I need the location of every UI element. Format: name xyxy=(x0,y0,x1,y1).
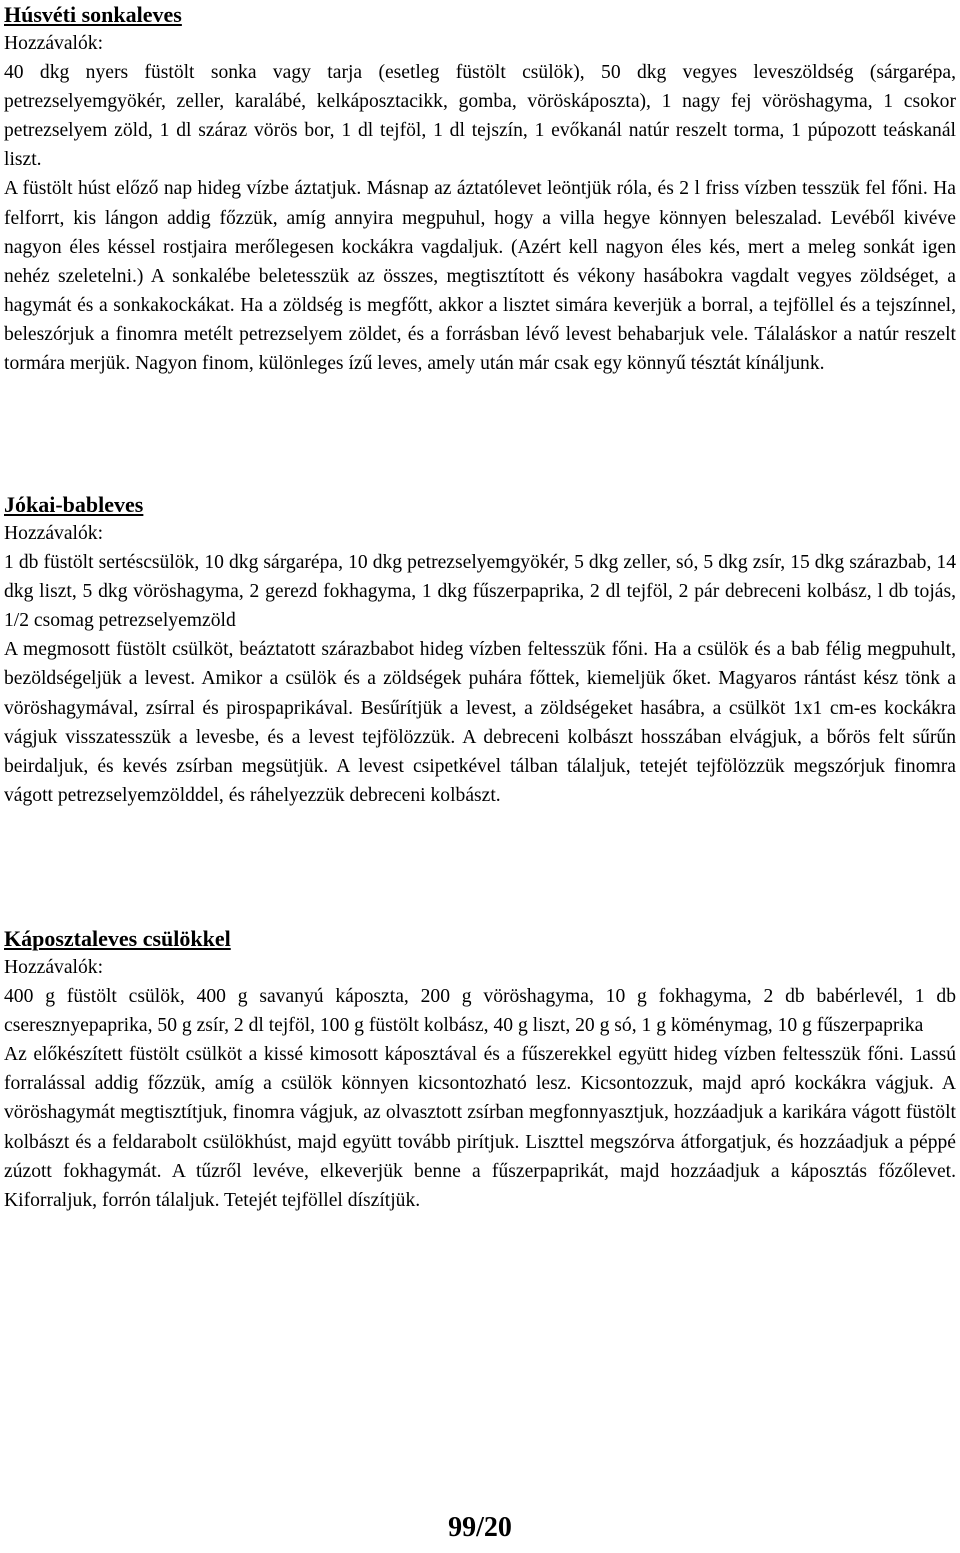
recipe-title: Jókai-bableves xyxy=(4,492,144,517)
ingredients-text: 1 db füstölt sertéscsülök, 10 dkg sárgarépa, 10 dkg petrezselyemgyökér, 5 dkg zeller, só, 5 dkg zsír, 15 dkg szárazbab, 14 dkg liszt, 5 dkg vöröshagyma, 2 gerezd fokhagyma, 1 dkg fűszerpaprika, 2 dl tejföl, 2 pár debreceni kolbász, l db tojás, 1/2 csomag petrezselyemzöld xyxy=(4,552,956,632)
recipe-jokai-bableves xyxy=(0,490,960,810)
ingredients-label: Hozzávalók: xyxy=(4,523,104,544)
page-number: 99/20 xyxy=(448,1512,512,1543)
recipe-title: Húsvéti sonkaleves xyxy=(4,2,182,27)
recipe-husveti-sonkaleves xyxy=(0,0,960,378)
instructions-text: Az előkészített füstölt csülköt a kissé kimosott káposztával és a fűszerekkel együtt hideg vízben feltesszük főni. Lassú forralással addig főzzük, amíg a csülök könnyen kicsontozható lesz. Kicsontozzuk, majd apró kockákra vágjuk. A vöröshagymát megtisztítjuk, finomra vágjuk, az olvasztott zsírban megfonnyasztjuk, hozzáadjuk a karikára vágott füstölt kolbászt és a feldarabolt csülökhúst, majd együtt tovább pirítjuk. Liszttel megszórva átforgatjuk, és hozzáadjuk a péppé zúzott fokhagymát. A tűzről levéve, elkeverjük benne a fűszerpaprikát, majd hozzáadjuk a káposztás főzőlevet. Kiforraljuk, forrón tálaljuk. Tetejét tejföllel díszítjük. xyxy=(4,1044,956,1211)
ingredients-text: 40 dkg nyers füstölt sonka vagy tarja (esetleg füstölt csülök), 50 dkg vegyes leveszöldség (sárgarépa, petrezselyemgyökér, zeller, karalábé, kelkáposztacikk, gomba, vöröskáposzta), 1 nagy fej vöröshagyma, 1 csokor petrezselyem zöld, 1 dl száraz vörös bor, 1 dl tejföl, 1 dl tejszín, 1 evőkanál natúr reszelt torma, 1 púpozott teáskanál liszt. xyxy=(4,62,956,171)
ingredients-label: Hozzávalók: xyxy=(4,957,104,978)
instructions-text: A füstölt húst előző nap hideg vízbe áztatjuk. Másnap az áztatólevet leöntjük róla, és 2 l friss vízben tesszük fel főni. Ha felforrt, kis lángon addig főzzük, amíg annyira megpuhul, hogy a villa hegye könnyen beleszalad. Levéből kivéve nagyon éles késsel rostjaira merőlegesen kockákra vagdaljuk. (Azért kell nagyon éles kés, mert a meleg sonkát igen nehéz szeletelni.) A sonkalébe beletesszük az összes, megtisztított és vékony hasábokra vagdalt vegyes zöldséget, a hagymát és a sonkakockákat. Ha a zöldség is megfőtt, akkor a lisztet simára keverjük a borral, a tejföllel és a tejszínnel, beleszórjuk a finomra metélt petrezselyem zöldet, és a forrásban lévő levest behabarjuk vele. Tálaláskor a natúr reszelt tormára merjük. Nagyon finom, különleges ízű leves, amely után már csak egy könnyű tésztát kínáljunk. xyxy=(4,178,956,375)
instructions-text: A megmosott füstölt csülköt, beáztatott szárazbabot hideg vízben feltesszük főni. Ha a csülök és a bab félig megpuhult, bezöldségeljük a levest. Amikor a csülök és a zöldségek puhára főttek, kiemeljük őket. Magyaros rántást kész tönk a vöröshagymával, zsírral és pirospaprikával. Besűrítjük a levest, a zöldségeket hasábra, a csülköt 1x1 cm-es kockákra vágjuk visszatesszük a levesbe, és a levest tejfölözzük. A debreceni kolbászt hosszában elvágjuk, a bőrös felt sűrűn beirdaljuk, és kevés zsírban megsütjük. A levest csipetkével tálban tálaljuk, tetejét tejfölözzük megszórjuk finomra vágott petrezselyemzölddel, és ráhelyezzük debreceni kolbászt. xyxy=(4,639,956,806)
ingredients-text: 400 g füstölt csülök, 400 g savanyú káposzta, 200 g vöröshagyma, 10 g fokhagyma, 2 db babérlevél, 1 db cseresznyepaprika, 50 g zsír, 2 dl tejföl, 100 g füstölt kolbász, 40 g liszt, 20 g só, 1 g köménymag, 10 g fűszerpaprika xyxy=(4,986,956,1037)
recipe-kaposztaleves-csulokkel xyxy=(0,924,960,1215)
ingredients-label: Hozzávalók: xyxy=(4,33,104,54)
recipe-title: Káposztaleves csülökkel xyxy=(4,926,231,951)
